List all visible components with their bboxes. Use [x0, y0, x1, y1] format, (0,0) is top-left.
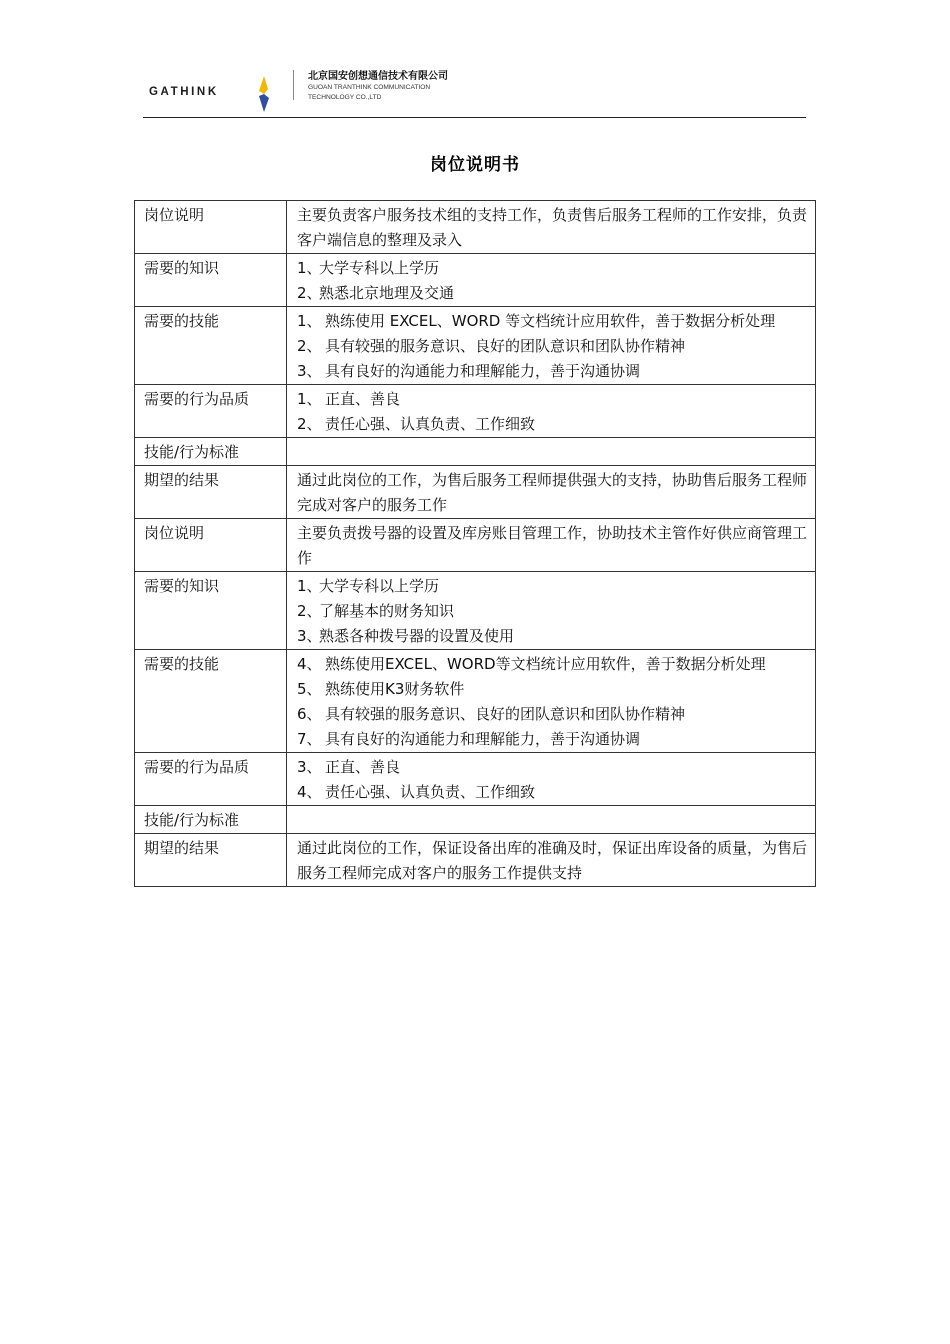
list-item — [297, 755, 807, 780]
list-item — [297, 359, 807, 384]
content-text: 主要负责拨号器的设置及库房账目管理工作，协助技术主管作好供应商管理工作 — [297, 524, 808, 567]
company-name-en — [308, 83, 430, 103]
list-item-text: 大学专科以上学历 — [319, 259, 440, 277]
list-item-number: 1、 — [297, 259, 322, 277]
row-label: 需要的行为品质 — [135, 753, 287, 806]
list-item-text: 具有良好的沟通能力和理解能力，善于沟通协调 — [325, 730, 641, 748]
list-item-number: 7、 — [297, 730, 322, 748]
table-row — [135, 753, 816, 806]
list-item-text: 熟练使用EXCEL、WORD等文档统计应用软件，善于数据分析处理 — [325, 655, 766, 673]
list-item-text: 具有良好的沟通能力和理解能力，善于沟通协调 — [325, 362, 641, 380]
list-item-number: 5、 — [297, 680, 322, 698]
table-row — [135, 834, 816, 887]
list-item — [297, 256, 807, 281]
list-item-number: 3、 — [297, 758, 322, 776]
row-label: 岗位说明 — [135, 201, 287, 254]
row-content — [287, 650, 816, 753]
row-content — [287, 254, 816, 307]
company-name-en-line2: TECHNOLOGY CO.,LTD — [308, 94, 382, 101]
brand-name: GATHINK — [149, 86, 219, 98]
header-divider — [293, 70, 294, 100]
list-item — [297, 574, 807, 599]
list-item — [297, 780, 807, 805]
list-item-text: 熟练使用K3财务软件 — [325, 680, 465, 698]
row-label: 需要的技能 — [135, 650, 287, 753]
list-item — [297, 599, 807, 624]
list-item-number: 3、 — [297, 627, 322, 645]
row-label: 期望的结果 — [135, 466, 287, 519]
table-row — [135, 438, 816, 466]
list-item-number: 6、 — [297, 705, 322, 723]
list-item-text: 具有较强的服务意识、良好的团队意识和团队协作精神 — [325, 337, 686, 355]
row-content — [287, 753, 816, 806]
list-item-number: 4、 — [297, 783, 322, 801]
list-item-text: 具有较强的服务意识、良好的团队意识和团队协作精神 — [325, 705, 686, 723]
job-description-body — [135, 201, 816, 887]
list-item-number: 2、 — [297, 415, 322, 433]
list-item-text: 熟悉北京地理及交通 — [319, 284, 455, 302]
row-label: 技能/行为标准 — [135, 438, 287, 466]
company-name-en-line1: GUOAN TRANTHINK COMMUNICATION — [308, 84, 431, 91]
list-item-text: 熟悉各种拨号器的设置及使用 — [319, 627, 515, 645]
table-row — [135, 466, 816, 519]
job-description-table — [134, 200, 816, 887]
row-label: 需要的知识 — [135, 254, 287, 307]
list-item-text: 熟练使用 EXCEL、WORD 等文档统计应用软件，善于数据分析处理 — [325, 312, 776, 330]
list-item-number: 1、 — [297, 390, 322, 408]
row-content — [287, 466, 816, 519]
list-item-number: 2、 — [297, 284, 322, 302]
list-item — [297, 677, 807, 702]
list-item-text: 大学专科以上学历 — [319, 577, 440, 595]
document-header — [143, 62, 806, 118]
list-item — [297, 702, 807, 727]
row-content — [287, 385, 816, 438]
document-title: 岗位说明书 — [430, 155, 520, 175]
row-label: 期望的结果 — [135, 834, 287, 887]
table-row — [135, 201, 816, 254]
list-item-text: 了解基本的财务知识 — [319, 602, 455, 620]
list-item-number: 1、 — [297, 577, 322, 595]
row-label: 需要的知识 — [135, 572, 287, 650]
row-content — [287, 201, 816, 254]
row-content — [287, 307, 816, 385]
table-row — [135, 806, 816, 834]
list-item-text: 正直、善良 — [325, 390, 401, 408]
content-text: 主要负责客户服务技术组的支持工作，负责售后服务工程师的工作安排，负责客户端信息的整理及录入 — [297, 206, 808, 249]
table-row — [135, 385, 816, 438]
list-item-number: 4、 — [297, 655, 322, 673]
row-content — [287, 834, 816, 887]
content-text: 通过此岗位的工作，保证设备出库的准确及时，保证出库设备的质量，为售后服务工程师完成对客户的服务工作提供支持 — [297, 839, 808, 882]
row-label: 需要的技能 — [135, 307, 287, 385]
list-item — [297, 412, 807, 437]
content-text: 通过此岗位的工作，为售后服务工程师提供强大的支持，协助售后服务工程师完成对客户的服务工作 — [297, 471, 808, 514]
table-row — [135, 254, 816, 307]
list-item — [297, 309, 807, 334]
list-item — [297, 652, 807, 677]
list-item-text: 责任心强、认真负责、工作细致 — [325, 783, 536, 801]
row-content — [287, 572, 816, 650]
company-name-cn: 北京国安创想通信技术有限公司 — [308, 71, 448, 82]
list-item — [297, 281, 807, 306]
list-item-text: 责任心强、认真负责、工作细致 — [325, 415, 536, 433]
row-label: 岗位说明 — [135, 519, 287, 572]
list-item — [297, 624, 807, 649]
table-row — [135, 650, 816, 753]
table-row — [135, 572, 816, 650]
list-item — [297, 334, 807, 359]
list-item — [297, 727, 807, 752]
row-label: 技能/行为标准 — [135, 806, 287, 834]
table-row — [135, 307, 816, 385]
row-label: 需要的行为品质 — [135, 385, 287, 438]
row-content — [287, 438, 816, 466]
list-item-number: 1、 — [297, 312, 322, 330]
list-item-number: 3、 — [297, 362, 322, 380]
table-row — [135, 519, 816, 572]
list-item-text: 正直、善良 — [325, 758, 401, 776]
list-item-number: 2、 — [297, 602, 322, 620]
list-item-number: 2、 — [297, 337, 322, 355]
row-content — [287, 519, 816, 572]
gathink-logo-icon — [256, 76, 272, 112]
list-item — [297, 387, 807, 412]
row-content — [287, 806, 816, 834]
